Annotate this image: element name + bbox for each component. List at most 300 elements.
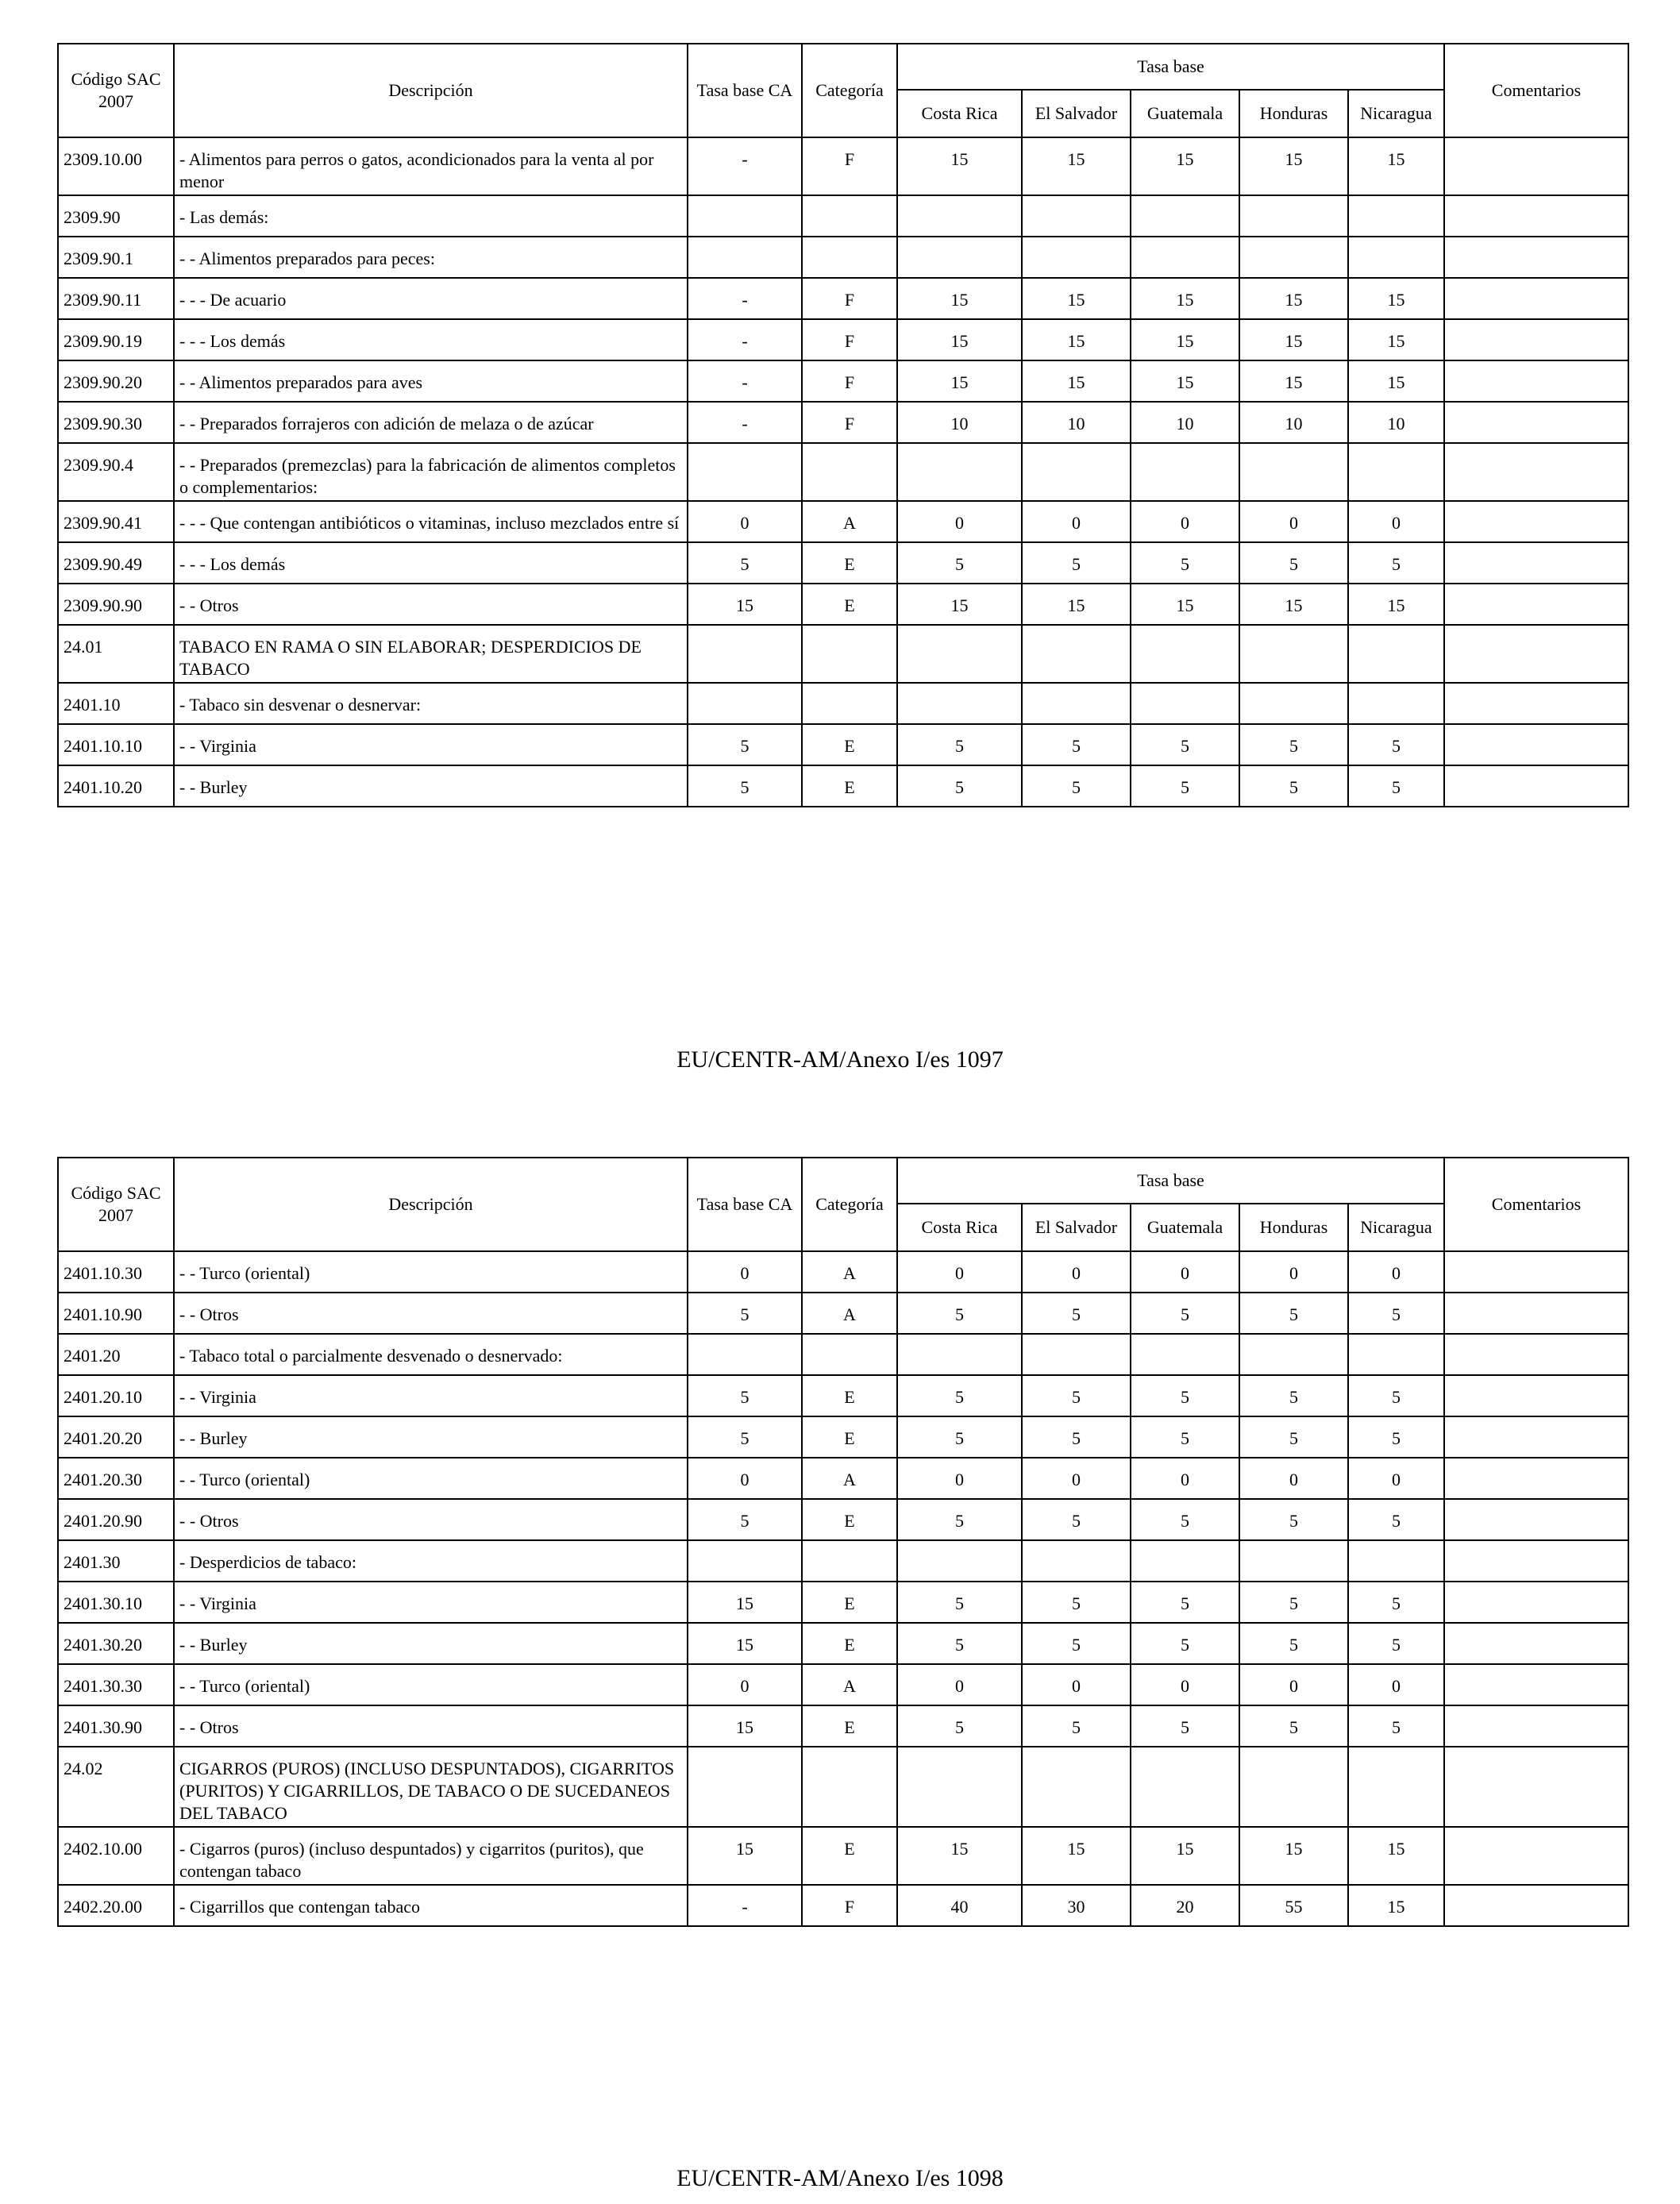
cell-tasa-base-ca: - [688,360,802,402]
header-categoria: Categoría [802,44,897,137]
table-row [58,237,1628,278]
cell-comentarios [1444,1747,1628,1827]
cell-description: - Tabaco total o parcialmente desvenado o desnervado: [174,1334,688,1375]
cell-categoria: E [802,1416,897,1458]
cell-description: - - Turco (oriental) [174,1251,688,1293]
cell-categoria [802,443,897,501]
cell-rate: 15 [1348,1827,1444,1885]
cell-code: 2401.30.30 [58,1664,174,1705]
cell-rate [1131,237,1239,278]
cell-comentarios [1444,1885,1628,1926]
cell-categoria: A [802,1293,897,1334]
cell-description: - - Preparados forrajeros con adición de melaza o de azúcar [174,402,688,443]
cell-comentarios [1444,542,1628,584]
cell-rate: 0 [1348,1664,1444,1705]
cell-rate: 15 [1239,1827,1348,1885]
cell-description: - Las demás: [174,195,688,237]
cell-rate: 15 [1131,584,1239,625]
table-row [58,1705,1628,1747]
cell-rate: 5 [1022,1623,1131,1664]
cell-categoria [802,1747,897,1827]
cell-comentarios [1444,1416,1628,1458]
cell-code: 2401.10.30 [58,1251,174,1293]
cell-comentarios [1444,402,1628,443]
cell-tasa-base-ca: 0 [688,1458,802,1499]
cell-rate [1131,1334,1239,1375]
header-tasa-base-ca: Tasa base CA [688,1158,802,1251]
cell-rate: 5 [1131,1623,1239,1664]
cell-tasa-base-ca: 0 [688,1664,802,1705]
cell-code: 2309.90.30 [58,402,174,443]
table-header [58,1158,1628,1251]
cell-rate: 15 [897,319,1022,360]
cell-rate [1131,443,1239,501]
cell-tasa-base-ca: 15 [688,1705,802,1747]
cell-rate: 15 [1348,584,1444,625]
cell-rate: 15 [1348,278,1444,319]
cell-rate: 0 [1131,501,1239,542]
header-categoria: Categoría [802,1158,897,1251]
table-row [58,584,1628,625]
table-row [58,501,1628,542]
cell-rate: 5 [1348,765,1444,807]
cell-comentarios [1444,683,1628,724]
cell-rate [1131,683,1239,724]
cell-rate: 15 [897,360,1022,402]
cell-rate: 0 [1239,1664,1348,1705]
cell-rate [1348,1540,1444,1582]
cell-tasa-base-ca [688,443,802,501]
cell-description: - - Virginia [174,1375,688,1416]
cell-rate: 5 [1239,542,1348,584]
cell-description: - - - Que contengan antibióticos o vitaminas, incluso mezclados entre sí [174,501,688,542]
cell-rate: 5 [1348,1705,1444,1747]
cell-rate [1348,683,1444,724]
cell-comentarios [1444,1582,1628,1623]
cell-categoria: E [802,1705,897,1747]
cell-rate [1022,1540,1131,1582]
cell-rate [897,1540,1022,1582]
cell-tasa-base-ca: - [688,278,802,319]
cell-rate: 15 [1348,360,1444,402]
cell-rate: 15 [1239,584,1348,625]
cell-rate: 40 [897,1885,1022,1926]
cell-code: 2401.20 [58,1334,174,1375]
cell-description: - - Otros [174,1293,688,1334]
table-row [58,1623,1628,1664]
cell-code: 2309.90.1 [58,237,174,278]
cell-description: - - Alimentos preparados para aves [174,360,688,402]
table-row [58,319,1628,360]
cell-description: - - Burley [174,1416,688,1458]
cell-code: 2401.20.10 [58,1375,174,1416]
table-body [58,1251,1628,1926]
cell-tasa-base-ca [688,195,802,237]
header-country: Honduras [1239,1204,1348,1251]
cell-rate [1022,625,1131,683]
cell-tasa-base-ca [688,683,802,724]
cell-rate: 5 [1239,1705,1348,1747]
cell-categoria: A [802,501,897,542]
cell-description: - Desperdicios de tabaco: [174,1540,688,1582]
cell-description: - - Otros [174,584,688,625]
cell-rate [1131,1747,1239,1827]
header-country: Costa Rica [897,1204,1022,1251]
cell-rate: 10 [1022,402,1131,443]
cell-rate [1022,195,1131,237]
cell-categoria: E [802,1499,897,1540]
cell-rate: 0 [1348,1458,1444,1499]
table-row [58,1334,1628,1375]
cell-description: - - Virginia [174,1582,688,1623]
header-country: El Salvador [1022,90,1131,137]
cell-rate: 5 [1131,1499,1239,1540]
cell-rate: 5 [1131,765,1239,807]
cell-rate: 5 [1022,1705,1131,1747]
cell-rate: 0 [1348,501,1444,542]
header-country: El Salvador [1022,1204,1131,1251]
cell-rate: 5 [1131,724,1239,765]
cell-rate: 5 [1131,542,1239,584]
cell-rate: 5 [897,1375,1022,1416]
cell-rate [1131,625,1239,683]
cell-tasa-base-ca: 15 [688,1623,802,1664]
cell-rate: 5 [1239,1375,1348,1416]
cell-rate: 15 [1022,278,1131,319]
cell-rate: 20 [1131,1885,1239,1926]
cell-rate: 0 [897,501,1022,542]
cell-rate: 5 [1131,1293,1239,1334]
cell-categoria [802,195,897,237]
table-row [58,137,1628,195]
cell-rate: 15 [1022,319,1131,360]
cell-rate: 5 [1348,1582,1444,1623]
cell-rate: 0 [1022,1664,1131,1705]
cell-rate: 0 [1131,1664,1239,1705]
cell-code: 2401.10.10 [58,724,174,765]
table-row [58,1747,1628,1827]
cell-rate [1348,1334,1444,1375]
header-row [58,1158,1628,1204]
cell-comentarios [1444,1458,1628,1499]
header-row [58,44,1628,90]
cell-description: - - Turco (oriental) [174,1458,688,1499]
cell-categoria: F [802,360,897,402]
table-row [58,1251,1628,1293]
cell-rate [1022,237,1131,278]
cell-code: 2402.10.00 [58,1827,174,1885]
cell-comentarios [1444,724,1628,765]
cell-rate: 0 [1022,1458,1131,1499]
cell-rate: 0 [1022,501,1131,542]
header-country: Honduras [1239,90,1348,137]
cell-categoria: F [802,1885,897,1926]
cell-description: - - - Los demás [174,319,688,360]
table-header [58,44,1628,137]
cell-code: 2401.30.90 [58,1705,174,1747]
cell-rate [1022,443,1131,501]
cell-categoria [802,1540,897,1582]
cell-comentarios [1444,1664,1628,1705]
cell-rate: 5 [1131,1375,1239,1416]
cell-tasa-base-ca [688,1540,802,1582]
cell-rate: 0 [1239,1458,1348,1499]
table-row [58,542,1628,584]
cell-categoria: E [802,584,897,625]
cell-rate [1239,195,1348,237]
header-country: Nicaragua [1348,1204,1444,1251]
cell-rate [1239,1747,1348,1827]
cell-rate: 15 [1022,1827,1131,1885]
header-tasa-base-ca: Tasa base CA [688,44,802,137]
cell-code: 2401.10 [58,683,174,724]
table-row [58,195,1628,237]
header-codigo: Código SAC 2007 [58,44,174,137]
cell-rate: 5 [897,1416,1022,1458]
cell-categoria: F [802,402,897,443]
cell-rate: 15 [1131,360,1239,402]
cell-code: 2401.10.20 [58,765,174,807]
cell-rate: 15 [897,1827,1022,1885]
page-footer: EU/CENTR-AM/Anexo I/es 1097 [676,1046,1004,1073]
table-row [58,360,1628,402]
cell-rate: 0 [1239,1251,1348,1293]
cell-rate [1022,683,1131,724]
cell-tasa-base-ca: 0 [688,501,802,542]
cell-categoria: F [802,137,897,195]
cell-tasa-base-ca [688,1334,802,1375]
cell-description: - Alimentos para perros o gatos, acondicionados para la venta al por menor [174,137,688,195]
cell-rate: 15 [1131,1827,1239,1885]
cell-tasa-base-ca: - [688,402,802,443]
cell-categoria: E [802,1582,897,1623]
cell-categoria: F [802,278,897,319]
cell-comentarios [1444,1499,1628,1540]
cell-rate [1239,1334,1348,1375]
cell-description: - Tabaco sin desvenar o desnervar: [174,683,688,724]
cell-rate: 5 [897,765,1022,807]
cell-tasa-base-ca: - [688,319,802,360]
cell-tasa-base-ca: 5 [688,542,802,584]
cell-rate: 15 [1239,137,1348,195]
cell-comentarios [1444,137,1628,195]
cell-tasa-base-ca: - [688,137,802,195]
cell-code: 2309.90.41 [58,501,174,542]
cell-categoria: E [802,765,897,807]
cell-rate: 5 [1131,1582,1239,1623]
cell-categoria: E [802,724,897,765]
cell-rate: 15 [1239,360,1348,402]
cell-rate: 30 [1022,1885,1131,1926]
cell-code: 2401.30.10 [58,1582,174,1623]
cell-rate: 5 [1239,1499,1348,1540]
cell-description: CIGARROS (PUROS) (INCLUSO DESPUNTADOS), CIGARRITOS (PURITOS) Y CIGARRILLOS, DE TABACO O DE SUCEDANEOS DEL TABACO [174,1747,688,1827]
table-row [58,1540,1628,1582]
cell-rate [1131,195,1239,237]
cell-rate: 5 [897,1705,1022,1747]
cell-rate: 5 [1239,1582,1348,1623]
cell-rate: 5 [1239,1416,1348,1458]
cell-rate [897,237,1022,278]
cell-code: 24.02 [58,1747,174,1827]
cell-rate: 15 [897,137,1022,195]
cell-rate: 5 [1022,1416,1131,1458]
cell-code: 2309.10.00 [58,137,174,195]
cell-rate [897,1334,1022,1375]
cell-code: 2401.20.90 [58,1499,174,1540]
cell-tasa-base-ca: - [688,1885,802,1926]
cell-comentarios [1444,625,1628,683]
cell-rate [1022,1747,1131,1827]
table-row [58,1582,1628,1623]
cell-rate: 5 [1348,1499,1444,1540]
page-footer: EU/CENTR-AM/Anexo I/es 1098 [676,2165,1004,2191]
cell-description: - Cigarros (puros) (incluso despuntados) y cigarritos (puritos), que contengan tabaco [174,1827,688,1885]
cell-comentarios [1444,584,1628,625]
cell-rate: 5 [1239,765,1348,807]
header-country: Nicaragua [1348,90,1444,137]
cell-comentarios [1444,1251,1628,1293]
cell-rate: 5 [897,542,1022,584]
header-codigo: Código SAC 2007 [58,1158,174,1251]
cell-comentarios [1444,237,1628,278]
page-1-table-container [57,43,1628,807]
header-comentarios: Comentarios [1444,44,1628,137]
cell-tasa-base-ca: 5 [688,1499,802,1540]
cell-rate: 5 [897,1293,1022,1334]
cell-rate: 55 [1239,1885,1348,1926]
cell-rate: 0 [1131,1251,1239,1293]
table-row [58,1416,1628,1458]
cell-comentarios [1444,1293,1628,1334]
cell-rate: 15 [1348,1885,1444,1926]
cell-comentarios [1444,1827,1628,1885]
cell-rate [1348,1747,1444,1827]
cell-rate: 5 [897,724,1022,765]
table-row [58,1885,1628,1926]
cell-categoria [802,237,897,278]
header-country: Costa Rica [897,90,1022,137]
cell-code: 2309.90 [58,195,174,237]
cell-rate [897,443,1022,501]
cell-categoria: E [802,1623,897,1664]
cell-rate: 0 [897,1664,1022,1705]
cell-tasa-base-ca: 5 [688,1375,802,1416]
cell-comentarios [1444,1375,1628,1416]
cell-code: 2401.20.20 [58,1416,174,1458]
cell-rate: 5 [1348,542,1444,584]
header-comentarios: Comentarios [1444,1158,1628,1251]
cell-rate [1239,443,1348,501]
cell-rate: 15 [1022,137,1131,195]
cell-rate: 5 [1131,1416,1239,1458]
cell-categoria: E [802,542,897,584]
cell-rate: 0 [1348,1251,1444,1293]
cell-categoria: A [802,1251,897,1293]
cell-tasa-base-ca: 5 [688,1416,802,1458]
cell-rate [1348,625,1444,683]
cell-rate: 5 [1239,1293,1348,1334]
cell-comentarios [1444,278,1628,319]
table-body [58,137,1628,807]
cell-description: TABACO EN RAMA O SIN ELABORAR; DESPERDICIOS DE TABACO [174,625,688,683]
cell-tasa-base-ca [688,625,802,683]
cell-rate: 0 [1131,1458,1239,1499]
cell-rate: 5 [1022,724,1131,765]
cell-rate [897,1747,1022,1827]
cell-categoria: A [802,1458,897,1499]
header-country: Guatemala [1131,90,1239,137]
cell-rate: 5 [897,1582,1022,1623]
tariff-table [57,1157,1629,1927]
page-2-table-container [57,1157,1628,1927]
header-descripcion: Descripción [174,44,688,137]
cell-rate: 10 [1348,402,1444,443]
cell-rate [1348,195,1444,237]
table-row [58,278,1628,319]
cell-comentarios [1444,1540,1628,1582]
cell-description: - - Otros [174,1705,688,1747]
cell-rate: 0 [1239,501,1348,542]
cell-description: - Cigarrillos que contengan tabaco [174,1885,688,1926]
cell-tasa-base-ca: 0 [688,1251,802,1293]
cell-code: 2309.90.4 [58,443,174,501]
cell-rate: 15 [1348,137,1444,195]
cell-rate: 5 [1239,724,1348,765]
cell-tasa-base-ca [688,1747,802,1827]
cell-rate: 10 [1239,402,1348,443]
cell-code: 24.01 [58,625,174,683]
cell-description: - - Burley [174,765,688,807]
cell-code: 2309.90.11 [58,278,174,319]
cell-categoria: E [802,1375,897,1416]
cell-comentarios [1444,1334,1628,1375]
header-descripcion: Descripción [174,1158,688,1251]
cell-description: - - Virginia [174,724,688,765]
cell-rate: 15 [897,278,1022,319]
cell-tasa-base-ca: 5 [688,765,802,807]
cell-categoria: E [802,1827,897,1885]
cell-rate [1239,683,1348,724]
cell-description: - - Alimentos preparados para peces: [174,237,688,278]
cell-rate: 5 [1022,1293,1131,1334]
cell-categoria: A [802,1664,897,1705]
cell-rate: 15 [1131,278,1239,319]
table-row [58,1827,1628,1885]
cell-rate: 5 [1348,1623,1444,1664]
cell-rate: 15 [1348,319,1444,360]
cell-rate: 10 [1131,402,1239,443]
cell-code: 2309.90.90 [58,584,174,625]
cell-rate: 15 [897,584,1022,625]
cell-rate: 15 [1239,278,1348,319]
table-row [58,683,1628,724]
cell-rate [1239,625,1348,683]
cell-code: 2309.90.19 [58,319,174,360]
cell-rate [897,195,1022,237]
cell-description: - - - De acuario [174,278,688,319]
cell-rate: 5 [1131,1705,1239,1747]
cell-comentarios [1444,195,1628,237]
cell-rate [1239,237,1348,278]
cell-description: - - Burley [174,1623,688,1664]
table-row [58,402,1628,443]
cell-code: 2309.90.20 [58,360,174,402]
cell-rate: 0 [1022,1251,1131,1293]
cell-description: - - Turco (oriental) [174,1664,688,1705]
cell-rate: 0 [897,1458,1022,1499]
cell-comentarios [1444,443,1628,501]
